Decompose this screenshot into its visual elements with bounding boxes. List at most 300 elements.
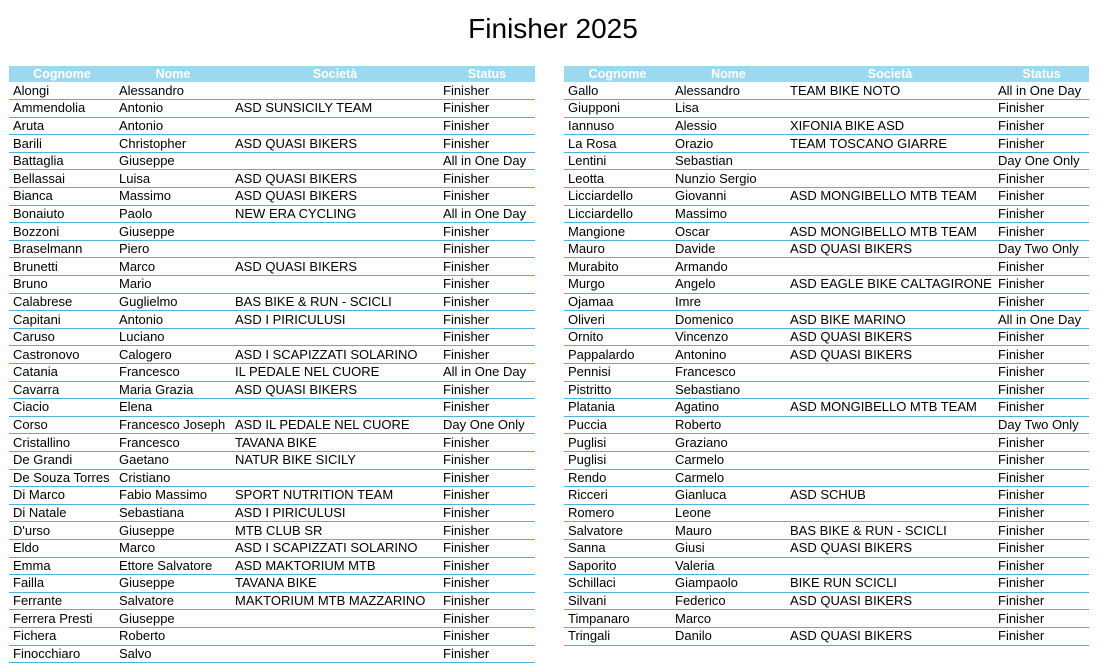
cognome-cell: Platania (564, 399, 671, 417)
table-row (564, 117, 1089, 135)
status-cell: Finisher (994, 364, 1089, 382)
societa-cell: MTB CLUB SR (231, 522, 439, 540)
cognome-cell: Brunetti (9, 258, 115, 276)
status-cell: Finisher (439, 487, 535, 505)
societa-cell (786, 152, 994, 170)
table-row (564, 627, 1089, 645)
cognome-cell: Puglisi (564, 451, 671, 469)
nome-cell: Luisa (115, 170, 231, 188)
cognome-cell: Bruno (9, 276, 115, 294)
table-row (9, 575, 535, 593)
table-row (564, 276, 1089, 294)
table-row (564, 522, 1089, 540)
status-cell: Finisher (994, 434, 1089, 452)
status-cell: Finisher (439, 117, 535, 135)
nome-cell: Giuseppe (115, 223, 231, 241)
table-row (9, 135, 535, 153)
status-cell: Finisher (439, 539, 535, 557)
status-cell: Finisher (439, 346, 535, 364)
table-row (564, 223, 1089, 241)
societa-cell: ASD QUASI BIKERS (231, 170, 439, 188)
cognome-cell: Saporito (564, 557, 671, 575)
nome-cell: Marco (115, 539, 231, 557)
societa-cell: TAVANA BIKE (231, 575, 439, 593)
table-row (9, 258, 535, 276)
cognome-cell: Gallo (564, 82, 671, 100)
cognome-cell: Licciardello (564, 188, 671, 206)
nome-cell: Piero (115, 240, 231, 258)
cognome-cell: Cavarra (9, 381, 115, 399)
societa-cell: TEAM TOSCANO GIARRE (786, 135, 994, 153)
nome-cell: Alessio (671, 117, 786, 135)
societa-cell: NEW ERA CYCLING (231, 205, 439, 223)
table-row (9, 539, 535, 557)
societa-cell (231, 152, 439, 170)
table-row (564, 451, 1089, 469)
status-cell: Finisher (994, 346, 1089, 364)
cognome-cell: D'urso (9, 522, 115, 540)
nome-cell: Agatino (671, 399, 786, 417)
cognome-cell: Murgo (564, 276, 671, 294)
nome-cell: Davide (671, 240, 786, 258)
table-row (564, 416, 1089, 434)
cognome-cell: Alongi (9, 82, 115, 100)
societa-cell (786, 469, 994, 487)
societa-cell (231, 82, 439, 100)
status-cell: Finisher (994, 451, 1089, 469)
status-cell: Finisher (994, 117, 1089, 135)
cognome-cell: Lentini (564, 152, 671, 170)
nome-cell: Cristiano (115, 469, 231, 487)
cognome-cell: Rendo (564, 469, 671, 487)
nome-cell: Maria Grazia (115, 381, 231, 399)
status-cell: Finisher (439, 434, 535, 452)
cognome-cell: Caruso (9, 328, 115, 346)
status-cell: Finisher (439, 135, 535, 153)
nome-cell: Angelo (671, 276, 786, 294)
table-row (564, 381, 1089, 399)
cognome-cell: Battaglia (9, 152, 115, 170)
table-row (564, 328, 1089, 346)
nome-cell: Carmelo (671, 469, 786, 487)
table-row (564, 311, 1089, 329)
cognome-cell: Leotta (564, 170, 671, 188)
table-row (564, 487, 1089, 505)
table-row (9, 557, 535, 575)
cognome-cell: Ricceri (564, 487, 671, 505)
cognome-cell: Ciacio (9, 399, 115, 417)
cognome-cell: Giupponi (564, 100, 671, 118)
nome-cell: Antonino (671, 346, 786, 364)
societa-cell: ASD QUASI BIKERS (231, 188, 439, 206)
cognome-cell: Fichera (9, 627, 115, 645)
status-cell: Finisher (994, 135, 1089, 153)
table-row (564, 170, 1089, 188)
nome-cell: Massimo (671, 205, 786, 223)
table-row (9, 223, 535, 241)
societa-cell: ASD I PIRICULUSI (231, 504, 439, 522)
societa-cell: BAS BIKE & RUN - SCICLI (786, 522, 994, 540)
table-row (9, 152, 535, 170)
societa-cell (231, 645, 439, 663)
header-status: Status (994, 66, 1089, 82)
societa-cell (231, 240, 439, 258)
table-row (9, 434, 535, 452)
nome-cell: Domenico (671, 311, 786, 329)
status-cell: Finisher (994, 504, 1089, 522)
cognome-cell: Braselmann (9, 240, 115, 258)
table-row (9, 610, 535, 628)
status-cell: Finisher (994, 100, 1089, 118)
cognome-cell: Capitani (9, 311, 115, 329)
table-row (9, 311, 535, 329)
nome-cell: Gaetano (115, 451, 231, 469)
nome-cell: Lisa (671, 100, 786, 118)
nome-cell: Massimo (115, 188, 231, 206)
table-row (564, 539, 1089, 557)
cognome-cell: Aruta (9, 117, 115, 135)
cognome-cell: Licciardello (564, 205, 671, 223)
status-cell: Finisher (994, 276, 1089, 294)
header-status: Status (439, 66, 535, 82)
status-cell: Finisher (994, 469, 1089, 487)
nome-cell: Giusi (671, 539, 786, 557)
societa-cell (231, 223, 439, 241)
table-row (564, 557, 1089, 575)
table-row (9, 240, 535, 258)
nome-cell: Alessandro (671, 82, 786, 100)
status-cell: Finisher (439, 610, 535, 628)
nome-cell: Francesco (115, 434, 231, 452)
cognome-cell: Mangione (564, 223, 671, 241)
cognome-cell: Puccia (564, 416, 671, 434)
table-row (9, 416, 535, 434)
nome-cell: Danilo (671, 627, 786, 645)
nome-cell: Ettore Salvatore (115, 557, 231, 575)
cognome-cell: Puglisi (564, 434, 671, 452)
status-cell: Finisher (994, 592, 1089, 610)
cognome-cell: Timpanaro (564, 610, 671, 628)
status-cell: Finisher (439, 592, 535, 610)
table-row (564, 205, 1089, 223)
cognome-cell: Di Marco (9, 487, 115, 505)
cognome-cell: La Rosa (564, 135, 671, 153)
status-cell: Finisher (439, 645, 535, 663)
societa-cell: ASD I SCAPIZZATI SOLARINO (231, 346, 439, 364)
nome-cell: Giuseppe (115, 522, 231, 540)
societa-cell: TAVANA BIKE (231, 434, 439, 452)
table-row (564, 293, 1089, 311)
table-row (9, 504, 535, 522)
nome-cell: Carmelo (671, 451, 786, 469)
cognome-cell: Bozzoni (9, 223, 115, 241)
societa-cell: ASD MONGIBELLO MTB TEAM (786, 188, 994, 206)
societa-cell: ASD QUASI BIKERS (231, 135, 439, 153)
status-cell: Finisher (994, 539, 1089, 557)
cognome-cell: Di Natale (9, 504, 115, 522)
nome-cell: Roberto (671, 416, 786, 434)
status-cell: Finisher (439, 170, 535, 188)
nome-cell: Fabio Massimo (115, 487, 231, 505)
status-cell: Finisher (439, 381, 535, 399)
table-row (9, 627, 535, 645)
societa-cell (786, 100, 994, 118)
status-cell: Finisher (994, 258, 1089, 276)
nome-cell: Calogero (115, 346, 231, 364)
status-cell: All in One Day (439, 152, 535, 170)
societa-cell (231, 276, 439, 294)
table-row (9, 346, 535, 364)
societa-cell: ASD EAGLE BIKE CALTAGIRONE (786, 276, 994, 294)
nome-cell: Gianluca (671, 487, 786, 505)
societa-cell: ASD I SCAPIZZATI SOLARINO (231, 539, 439, 557)
nome-cell: Paolo (115, 205, 231, 223)
status-cell: Finisher (994, 487, 1089, 505)
table-row (9, 117, 535, 135)
cognome-cell: Sanna (564, 539, 671, 557)
status-cell: Finisher (439, 522, 535, 540)
societa-cell: ASD IL PEDALE NEL CUORE (231, 416, 439, 434)
table-row (564, 575, 1089, 593)
cognome-cell: Ferrante (9, 592, 115, 610)
societa-cell (786, 610, 994, 628)
societa-cell: ASD QUASI BIKERS (786, 328, 994, 346)
table-row (564, 188, 1089, 206)
cognome-cell: Barili (9, 135, 115, 153)
table-row (9, 328, 535, 346)
societa-cell: ASD SCHUB (786, 487, 994, 505)
status-cell: All in One Day (439, 205, 535, 223)
nome-cell: Antonio (115, 100, 231, 118)
status-cell: Finisher (439, 258, 535, 276)
societa-cell: XIFONIA BIKE ASD (786, 117, 994, 135)
table-row (564, 100, 1089, 118)
societa-cell (231, 328, 439, 346)
header-nome: Nome (115, 66, 231, 82)
status-cell: Finisher (994, 223, 1089, 241)
cognome-cell: Oliveri (564, 311, 671, 329)
status-cell: Finisher (439, 82, 535, 100)
status-cell: Finisher (994, 381, 1089, 399)
table-row (9, 645, 535, 663)
finisher-table-right (564, 66, 1089, 646)
nome-cell: Marco (671, 610, 786, 628)
table-row (564, 258, 1089, 276)
nome-cell: Roberto (115, 627, 231, 645)
cognome-cell: Finocchiaro (9, 645, 115, 663)
status-cell: Finisher (994, 205, 1089, 223)
status-cell: All in One Day (994, 82, 1089, 100)
status-cell: Finisher (439, 240, 535, 258)
nome-cell: Francesco (115, 364, 231, 382)
cognome-cell: Ornito (564, 328, 671, 346)
nome-cell: Sebastian (671, 152, 786, 170)
cognome-cell: Bianca (9, 188, 115, 206)
nome-cell: Giuseppe (115, 575, 231, 593)
table-row (564, 346, 1089, 364)
status-cell: All in One Day (439, 364, 535, 382)
table-row (564, 434, 1089, 452)
nome-cell: Marco (115, 258, 231, 276)
status-cell: Day One Only (994, 152, 1089, 170)
table-row (9, 592, 535, 610)
nome-cell: Nunzio Sergio (671, 170, 786, 188)
table-row (564, 469, 1089, 487)
societa-cell: ASD MONGIBELLO MTB TEAM (786, 399, 994, 417)
table-row (564, 504, 1089, 522)
table-row (564, 399, 1089, 417)
status-cell: Finisher (994, 293, 1089, 311)
societa-cell (786, 364, 994, 382)
table-row (9, 170, 535, 188)
status-cell: Finisher (994, 522, 1089, 540)
societa-cell: ASD QUASI BIKERS (786, 539, 994, 557)
societa-cell: ASD QUASI BIKERS (786, 592, 994, 610)
cognome-cell: Corso (9, 416, 115, 434)
cognome-cell: Romero (564, 504, 671, 522)
societa-cell (231, 117, 439, 135)
nome-cell: Federico (671, 592, 786, 610)
cognome-cell: Pappalardo (564, 346, 671, 364)
status-cell: Finisher (439, 557, 535, 575)
table-row (564, 240, 1089, 258)
table-row (564, 135, 1089, 153)
status-cell: Finisher (439, 328, 535, 346)
societa-cell: ASD MONGIBELLO MTB TEAM (786, 223, 994, 241)
table-row (9, 522, 535, 540)
header-societa: Società (786, 66, 994, 82)
table-row (9, 469, 535, 487)
table-row (564, 364, 1089, 382)
cognome-cell: Murabito (564, 258, 671, 276)
header-row (9, 66, 535, 82)
societa-cell: IL PEDALE NEL CUORE (231, 364, 439, 382)
societa-cell (786, 434, 994, 452)
societa-cell (786, 293, 994, 311)
status-cell: Finisher (439, 223, 535, 241)
table-row (9, 293, 535, 311)
cognome-cell: Pennisi (564, 364, 671, 382)
nome-cell: Luciano (115, 328, 231, 346)
header-nome: Nome (671, 66, 786, 82)
nome-cell: Francesco Joseph (115, 416, 231, 434)
cognome-cell: Tringali (564, 627, 671, 645)
status-cell: Finisher (439, 188, 535, 206)
header-cognome: Cognome (9, 66, 115, 82)
status-cell: Finisher (439, 311, 535, 329)
status-cell: Finisher (439, 627, 535, 645)
societa-cell (786, 416, 994, 434)
nome-cell: Christopher (115, 135, 231, 153)
nome-cell: Mario (115, 276, 231, 294)
table-row (9, 487, 535, 505)
societa-cell: ASD MAKTORIUM MTB (231, 557, 439, 575)
cognome-cell: Failla (9, 575, 115, 593)
status-cell: Finisher (439, 469, 535, 487)
nome-cell: Oscar (671, 223, 786, 241)
status-cell: Finisher (439, 293, 535, 311)
table-row (564, 592, 1089, 610)
nome-cell: Giampaolo (671, 575, 786, 593)
table-row (9, 276, 535, 294)
nome-cell: Valeria (671, 557, 786, 575)
cognome-cell: Ammendolia (9, 100, 115, 118)
table-row (9, 205, 535, 223)
cognome-cell: Catania (9, 364, 115, 382)
nome-cell: Antonio (115, 117, 231, 135)
status-cell: Finisher (994, 557, 1089, 575)
cognome-cell: Iannuso (564, 117, 671, 135)
societa-cell: ASD QUASI BIKERS (786, 346, 994, 364)
table-row (564, 82, 1089, 100)
cognome-cell: Bonaiuto (9, 205, 115, 223)
societa-cell (786, 451, 994, 469)
page-title: Finisher 2025 (468, 13, 638, 44)
table-row (9, 399, 535, 417)
header-row (564, 66, 1089, 82)
status-cell: Finisher (994, 575, 1089, 593)
cognome-cell: Cristallino (9, 434, 115, 452)
nome-cell: Elena (115, 399, 231, 417)
status-cell: Day Two Only (994, 240, 1089, 258)
nome-cell: Leone (671, 504, 786, 522)
table-row (9, 381, 535, 399)
societa-cell: ASD SUNSICILY TEAM (231, 100, 439, 118)
nome-cell: Imre (671, 293, 786, 311)
status-cell: Finisher (994, 627, 1089, 645)
societa-cell (231, 399, 439, 417)
table-row (564, 152, 1089, 170)
nome-cell: Giuseppe (115, 610, 231, 628)
cognome-cell: Castronovo (9, 346, 115, 364)
nome-cell: Orazio (671, 135, 786, 153)
status-cell: All in One Day (994, 311, 1089, 329)
societa-cell (786, 205, 994, 223)
societa-cell: BAS BIKE & RUN - SCICLI (231, 293, 439, 311)
cognome-cell: De Souza Torres (9, 469, 115, 487)
status-cell: Finisher (994, 170, 1089, 188)
cognome-cell: Ojamaa (564, 293, 671, 311)
cognome-cell: Salvatore (564, 522, 671, 540)
nome-cell: Giuseppe (115, 152, 231, 170)
societa-cell: BIKE RUN SCICLI (786, 575, 994, 593)
societa-cell: NATUR BIKE SICILY (231, 451, 439, 469)
table-row (9, 100, 535, 118)
cognome-cell: Schillaci (564, 575, 671, 593)
status-cell: Finisher (994, 610, 1089, 628)
societa-cell (786, 258, 994, 276)
nome-cell: Salvo (115, 645, 231, 663)
societa-cell (231, 469, 439, 487)
table-row (9, 188, 535, 206)
societa-cell: ASD QUASI BIKERS (786, 627, 994, 645)
nome-cell: Vincenzo (671, 328, 786, 346)
nome-cell: Sebastiana (115, 504, 231, 522)
societa-cell: ASD QUASI BIKERS (786, 240, 994, 258)
societa-cell: MAKTORIUM MTB MAZZARINO (231, 592, 439, 610)
nome-cell: Graziano (671, 434, 786, 452)
societa-cell (786, 504, 994, 522)
cognome-cell: Emma (9, 557, 115, 575)
status-cell: Day One Only (439, 416, 535, 434)
cognome-cell: Mauro (564, 240, 671, 258)
nome-cell: Sebastiano (671, 381, 786, 399)
status-cell: Finisher (994, 188, 1089, 206)
table-row (9, 82, 535, 100)
status-cell: Finisher (439, 504, 535, 522)
table-row (9, 364, 535, 382)
societa-cell (786, 557, 994, 575)
